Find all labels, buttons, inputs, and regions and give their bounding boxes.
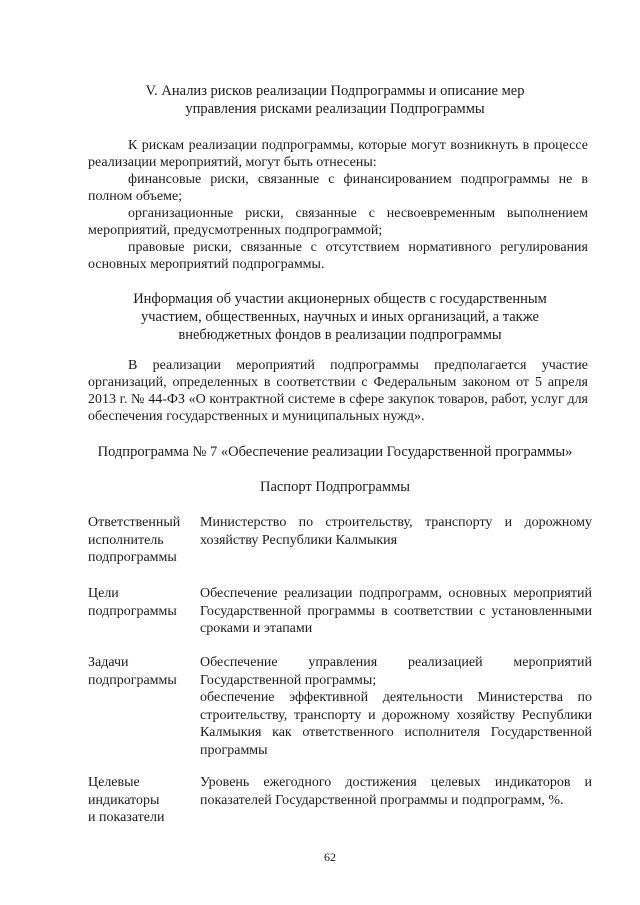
label-line: Цели (88, 586, 119, 601)
passport-row-label-indicators (88, 774, 198, 827)
label-line: исполнитель (88, 532, 164, 548)
passport-title: Паспорт Подпрограммы (259, 479, 411, 495)
page-number: 62 (324, 850, 336, 864)
label-line: Ответственный (88, 515, 181, 530)
label-line: подпрограммы (88, 550, 177, 565)
passport-row-label-goals (88, 585, 198, 620)
passport-row-value-responsible: Министерство по строительству, транспорту и дорожному хозяйству Республики Калмыкия (200, 515, 592, 548)
passport-row-value-indicators: Уровень ежегодного достижения целевых индикаторов и показателей Государственной программы и подпрограмм, %. (200, 775, 592, 808)
risks-intro-paragraph: К рискам реализации подпрограммы, которые могут возникнуть в процессе реализации мероприятий, могут быть отнесены: (88, 138, 588, 170)
section-heading-line-1: V. Анализ рисков реализации Подпрограммы и описание мер (145, 83, 525, 99)
info-heading-line-3: внебюджетных фондов в реализации подпрограммы (178, 327, 502, 343)
passport-row-value-tasks (200, 654, 592, 759)
subprogram-title: Подпрограмма № 7 «Обеспечение реализации Государственной программы» (97, 444, 573, 460)
info-heading-line-1: Информация об участии акционерных обществ с государственным (133, 291, 547, 307)
tasks-value-1: Обеспечение управления реализацией мероприятий Государственной программы; (200, 655, 592, 688)
section-heading-line-2: управления рисками реализации Подпрограммы (185, 101, 485, 117)
label-line: Целевые (88, 775, 140, 790)
legal-risks-paragraph: правовые риски, связанные с отсутствием нормативного регулирования основных мероприятий подпрограммы. (88, 240, 588, 272)
label-line: Задачи (88, 655, 129, 670)
label-line: и показатели (88, 810, 165, 825)
section-heading (120, 82, 550, 118)
passport-row-label-tasks (88, 654, 198, 689)
financial-risks-paragraph: финансовые риски, связанные с финансированием подпрограммы не в полном объеме; (88, 172, 588, 204)
label-line: индикаторы (88, 792, 160, 808)
label-line: подпрограммы (88, 603, 177, 619)
passport-row-label-responsible (88, 514, 198, 567)
organizational-risks-paragraph: организационные риски, связанные с несвоевременным выполнением мероприятий, предусмотренных подпрограммой; (88, 206, 588, 238)
passport-row-value-goals: Обеспечение реализации подпрограмм, основных мероприятий Государственной программы в соответствии с установленными сроками и этапами (200, 586, 592, 636)
tasks-value-2: обеспечение эффективной деятельности Министерства по строительству, транспорту и дорожному хозяйству Республики Калмыкия как ответственного исполнителя Государственной программы (200, 690, 592, 758)
label-line: подпрограммы (88, 672, 177, 688)
info-heading-line-2: участием, общественных, научных и иных организаций, а также (140, 309, 539, 325)
info-paragraph: В реализации мероприятий подпрограммы предполагается участие организаций, определенных в соответствии с Федеральным законом от 5 апреля 2013 г. № 44-ФЗ «О контрактной системе в сфере закупок товаров, работ, услуг для обеспечения государственных и муниципальных нужд». (88, 358, 588, 424)
info-heading (110, 290, 570, 344)
